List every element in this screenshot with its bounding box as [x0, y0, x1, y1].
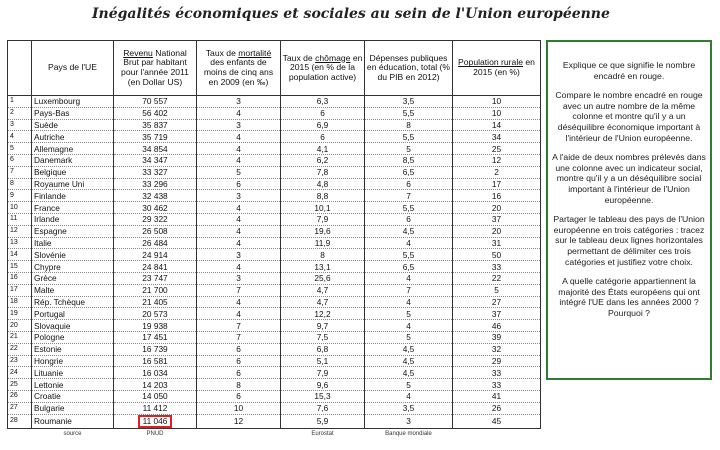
- cell-rural: 26: [453, 402, 541, 414]
- cell-unemployment: 6,8: [281, 343, 365, 355]
- row-index: 1: [8, 96, 32, 108]
- source-education: Banque mondiale: [385, 430, 432, 437]
- cell-unemployment: 9,7: [281, 320, 365, 332]
- row-index: 9: [8, 190, 32, 202]
- cell-education: 7: [365, 284, 453, 296]
- cell-education: 5,5: [365, 249, 453, 261]
- cell-country: France: [32, 202, 114, 214]
- cell-mortality: 5: [197, 166, 281, 178]
- header-unemployment: Taux de chômage en 2015 (en % de la population active): [281, 41, 365, 96]
- cell-mortality: 12: [197, 414, 281, 428]
- cell-education: 6: [365, 213, 453, 225]
- row-index: 23: [8, 355, 32, 367]
- row-index: 10: [8, 202, 32, 214]
- row-index: 6: [8, 154, 32, 166]
- cell-education: 4: [365, 390, 453, 402]
- data-table-container: [7, 40, 540, 440]
- cell-country: Irlande: [32, 213, 114, 225]
- cell-country: Bulgarie: [32, 402, 114, 414]
- cell-unemployment: 6,2: [281, 154, 365, 166]
- cell-country: Rép. Tchèque: [32, 296, 114, 308]
- cell-revenue: 23 747: [114, 272, 197, 284]
- header-rural: Population rurale en 2015 (en %): [453, 41, 541, 96]
- cell-education: 8,5: [365, 154, 453, 166]
- cell-unemployment: 6: [281, 131, 365, 143]
- row-index: 24: [8, 367, 32, 379]
- table-row: [8, 96, 541, 108]
- cell-education: 4: [365, 237, 453, 249]
- row-index: 17: [8, 284, 32, 296]
- cell-mortality: 8: [197, 379, 281, 391]
- cell-rural: 37: [453, 213, 541, 225]
- cell-revenue: 26 484: [114, 237, 197, 249]
- cell-unemployment: 15,3: [281, 390, 365, 402]
- sources-label: source: [63, 430, 82, 437]
- cell-mortality: 7: [197, 284, 281, 296]
- header-revenue: Revenu National Brut par habitant pour l'année 2011 (en Dollar US): [114, 41, 197, 96]
- cell-mortality: 4: [197, 261, 281, 273]
- cell-mortality: 4: [197, 237, 281, 249]
- cell-mortality: 3: [197, 249, 281, 261]
- cell-unemployment: 6,9: [281, 119, 365, 131]
- table-row: [8, 143, 541, 155]
- cell-revenue: 30 462: [114, 202, 197, 214]
- cell-education: 4: [365, 296, 453, 308]
- row-index: 13: [8, 237, 32, 249]
- cell-revenue: 34 347: [114, 154, 197, 166]
- cell-rural: 50: [453, 249, 541, 261]
- cell-mortality: 3: [197, 190, 281, 202]
- table-body: [8, 96, 541, 429]
- cell-country: Lituanie: [32, 367, 114, 379]
- cell-unemployment: 10,1: [281, 202, 365, 214]
- cell-education: 3,5: [365, 96, 453, 108]
- cell-rural: 25: [453, 143, 541, 155]
- cell-rural: 32: [453, 343, 541, 355]
- cell-revenue: 14 050: [114, 390, 197, 402]
- cell-country: Slovénie: [32, 249, 114, 261]
- cell-revenue: 17 451: [114, 331, 197, 343]
- cell-country: Danemark: [32, 154, 114, 166]
- cell-revenue: 29 322: [114, 213, 197, 225]
- cell-rural: 5: [453, 284, 541, 296]
- cell-rural: 16: [453, 190, 541, 202]
- row-index: 15: [8, 261, 32, 273]
- cell-revenue: 32 438: [114, 190, 197, 202]
- cell-unemployment: 7,9: [281, 367, 365, 379]
- instruction-3: A l'aide de deux nombres prélevés dans une colonne avec un indicateur social, montre qu'il y a un déséquilibre social important à l'intérieur de l'Union européenne.: [552, 152, 706, 205]
- cell-rural: 33: [453, 261, 541, 273]
- row-index: 8: [8, 178, 32, 190]
- cell-unemployment: 5,9: [281, 414, 365, 428]
- cell-rural: 22: [453, 272, 541, 284]
- cell-education: 4,5: [365, 343, 453, 355]
- cell-mortality: 6: [197, 343, 281, 355]
- cell-country: Finlande: [32, 190, 114, 202]
- instruction-4: Partager le tableau des pays de l'Union européenne en trois catégories : tracez sur le tableau deux lignes horizontales permettant de délimiter ces trois catégories et justifiez votre choix.: [553, 214, 705, 267]
- cell-revenue: 33 327: [114, 166, 197, 178]
- row-index: 7: [8, 166, 32, 178]
- cell-education: 5,5: [365, 202, 453, 214]
- table-header-row: [8, 41, 541, 96]
- cell-mortality: 3: [197, 96, 281, 108]
- table-row: [8, 343, 541, 355]
- cell-country: Espagne: [32, 225, 114, 237]
- cell-mortality: 4: [197, 308, 281, 320]
- cell-revenue: 21 405: [114, 296, 197, 308]
- header-country: Pays de l'UE: [32, 41, 114, 96]
- cell-mortality: 4: [197, 296, 281, 308]
- cell-revenue: 56 402: [114, 107, 197, 119]
- cell-country: Royaume Uni: [32, 178, 114, 190]
- instruction-2: Compare le nombre encadré en rouge avec un autre nombre de la même colonne et montre qu'il y a un déséquilibre économique important à l'intérieur de l'Union européenne.: [555, 90, 703, 143]
- cell-rural: 2: [453, 166, 541, 178]
- cell-mortality: 7: [197, 331, 281, 343]
- table-row: [8, 107, 541, 119]
- table-row: [8, 261, 541, 273]
- cell-rural: 41: [453, 390, 541, 402]
- cell-country: Suède: [32, 119, 114, 131]
- cell-revenue: 35 837: [114, 119, 197, 131]
- row-index: 22: [8, 343, 32, 355]
- row-index: 16: [8, 272, 32, 284]
- cell-country: Autriche: [32, 131, 114, 143]
- source-revenue: PNUD: [146, 430, 164, 437]
- cell-unemployment: 4,8: [281, 178, 365, 190]
- cell-country: Pays-Bas: [32, 107, 114, 119]
- cell-mortality: 10: [197, 402, 281, 414]
- cell-revenue: 14 203: [114, 379, 197, 391]
- cell-education: 4,5: [365, 367, 453, 379]
- cell-country: Italie: [32, 237, 114, 249]
- row-index: 5: [8, 143, 32, 155]
- row-index: 4: [8, 131, 32, 143]
- cell-revenue: 24 841: [114, 261, 197, 273]
- table-row: [8, 284, 541, 296]
- cell-mortality: 4: [197, 213, 281, 225]
- cell-rural: 34: [453, 131, 541, 143]
- instruction-5: A quelle catégorie appartiennent la majorité des États européens qui ont intégré l'UE dans les années 2000 ? Pourquoi ?: [558, 276, 700, 318]
- cell-country: Malte: [32, 284, 114, 296]
- cell-mortality: 6: [197, 355, 281, 367]
- header-education: Dépenses publiques en éducation, total (% du PIB en 2012): [365, 41, 453, 96]
- table-row: [8, 237, 541, 249]
- table-row: [8, 296, 541, 308]
- cell-unemployment: 4,7: [281, 284, 365, 296]
- cell-education: 5,5: [365, 131, 453, 143]
- cell-education: 5: [365, 308, 453, 320]
- cell-unemployment: 8,8: [281, 190, 365, 202]
- table-row: [8, 379, 541, 391]
- cell-mortality: 6: [197, 178, 281, 190]
- cell-rural: 46: [453, 320, 541, 332]
- row-index: 26: [8, 390, 32, 402]
- cell-mortality: 6: [197, 390, 281, 402]
- cell-education: 6: [365, 178, 453, 190]
- cell-unemployment: 13,1: [281, 261, 365, 273]
- cell-rural: 29: [453, 355, 541, 367]
- cell-rural: 14: [453, 119, 541, 131]
- table-row: [8, 390, 541, 402]
- cell-education: 4: [365, 272, 453, 284]
- cell-revenue: 24 914: [114, 249, 197, 261]
- cell-education: 7: [365, 190, 453, 202]
- cell-unemployment: 8: [281, 249, 365, 261]
- table-row: [8, 154, 541, 166]
- cell-country: Grèce: [32, 272, 114, 284]
- table-row: [8, 414, 541, 428]
- cell-rural: 10: [453, 96, 541, 108]
- cell-unemployment: 19,6: [281, 225, 365, 237]
- cell-country: Lettonie: [32, 379, 114, 391]
- cell-education: 3,5: [365, 402, 453, 414]
- cell-unemployment: 6,3: [281, 96, 365, 108]
- cell-mortality: 4: [197, 202, 281, 214]
- cell-education: 6,5: [365, 261, 453, 273]
- cell-country: Luxembourg: [32, 96, 114, 108]
- cell-country: Roumanie: [32, 414, 114, 428]
- cell-revenue: 34 854: [114, 143, 197, 155]
- cell-mortality: 3: [197, 272, 281, 284]
- row-index: 14: [8, 249, 32, 261]
- cell-unemployment: 12,2: [281, 308, 365, 320]
- table-row: [8, 367, 541, 379]
- row-index: 18: [8, 296, 32, 308]
- cell-mortality: 7: [197, 320, 281, 332]
- row-index: 21: [8, 331, 32, 343]
- cell-rural: 33: [453, 379, 541, 391]
- cell-mortality: 4: [197, 154, 281, 166]
- row-index: 3: [8, 119, 32, 131]
- cell-education: 4: [365, 320, 453, 332]
- cell-rural: 12: [453, 154, 541, 166]
- table-row: [8, 272, 541, 284]
- cell-country: Allemagne: [32, 143, 114, 155]
- header-index: [8, 41, 32, 96]
- row-index: 11: [8, 213, 32, 225]
- cell-country: Hongrie: [32, 355, 114, 367]
- cell-mortality: 4: [197, 107, 281, 119]
- cell-mortality: 4: [197, 143, 281, 155]
- cell-revenue: 33 296: [114, 178, 197, 190]
- cell-unemployment: 7,5: [281, 331, 365, 343]
- cell-rural: 39: [453, 331, 541, 343]
- cell-education: 5: [365, 379, 453, 391]
- table-row: [8, 119, 541, 131]
- source-unemployment: Eurostat: [311, 430, 334, 437]
- cell-rural: 45: [453, 414, 541, 428]
- table-row: [8, 202, 541, 214]
- cell-education: 5: [365, 143, 453, 155]
- cell-unemployment: 25,6: [281, 272, 365, 284]
- cell-mortality: 4: [197, 131, 281, 143]
- cell-unemployment: 4,7: [281, 296, 365, 308]
- cell-revenue: 20 573: [114, 308, 197, 320]
- cell-revenue: 35 719: [114, 131, 197, 143]
- cell-country: Slovaquie: [32, 320, 114, 332]
- header-mortality: Taux de mortalité des enfants de moins de cinq ans en 2009 (en ‰): [197, 41, 281, 96]
- cell-education: 8: [365, 119, 453, 131]
- cell-unemployment: 9,6: [281, 379, 365, 391]
- cell-unemployment: 4,1: [281, 143, 365, 155]
- inequality-table: [7, 40, 541, 439]
- cell-revenue: 16 581: [114, 355, 197, 367]
- cell-mortality: 3: [197, 119, 281, 131]
- table-row: [8, 225, 541, 237]
- cell-revenue: 16 034: [114, 367, 197, 379]
- cell-education: 5: [365, 331, 453, 343]
- cell-mortality: 4: [197, 225, 281, 237]
- table-row: [8, 355, 541, 367]
- cell-education: 6,5: [365, 166, 453, 178]
- cell-country: Chypre: [32, 261, 114, 273]
- cell-education: 4,5: [365, 355, 453, 367]
- cell-rural: 37: [453, 308, 541, 320]
- cell-country: Estonie: [32, 343, 114, 355]
- cell-revenue: 16 739: [114, 343, 197, 355]
- table-row: [8, 249, 541, 261]
- cell-unemployment: 5,1: [281, 355, 365, 367]
- highlighted-value: 11 046: [138, 415, 173, 428]
- cell-revenue: 70 557: [114, 96, 197, 108]
- table-row: [8, 402, 541, 414]
- cell-country: Croatie: [32, 390, 114, 402]
- cell-unemployment: 7,8: [281, 166, 365, 178]
- table-row: [8, 308, 541, 320]
- table-row: [8, 320, 541, 332]
- table-row: [8, 331, 541, 343]
- table-row: [8, 190, 541, 202]
- cell-mortality: 6: [197, 367, 281, 379]
- cell-revenue: 19 938: [114, 320, 197, 332]
- cell-revenue: 21 700: [114, 284, 197, 296]
- row-index: 20: [8, 320, 32, 332]
- row-index: 28: [8, 414, 32, 428]
- cell-revenue: 26 508: [114, 225, 197, 237]
- cell-unemployment: 7,6: [281, 402, 365, 414]
- cell-education: 5,5: [365, 107, 453, 119]
- page-title: Inégalités économiques et sociales au sein de l'Union européenne: [92, 6, 610, 22]
- cell-rural: 17: [453, 178, 541, 190]
- table-row: [8, 178, 541, 190]
- cell-country: Pologne: [32, 331, 114, 343]
- cell-rural: 31: [453, 237, 541, 249]
- cell-rural: 20: [453, 225, 541, 237]
- row-index: 19: [8, 308, 32, 320]
- table-row: [8, 131, 541, 143]
- row-index: 2: [8, 107, 32, 119]
- cell-revenue: 11 412: [114, 402, 197, 414]
- row-index: 25: [8, 379, 32, 391]
- table-row: [8, 213, 541, 225]
- cell-unemployment: 7,9: [281, 213, 365, 225]
- cell-unemployment: 6: [281, 107, 365, 119]
- cell-rural: 20: [453, 202, 541, 214]
- row-index: 27: [8, 402, 32, 414]
- cell-rural: 10: [453, 107, 541, 119]
- instructions-panel: [546, 40, 712, 380]
- cell-education: 3: [365, 414, 453, 428]
- row-index: 12: [8, 225, 32, 237]
- cell-rural: 27: [453, 296, 541, 308]
- cell-unemployment: 11,9: [281, 237, 365, 249]
- cell-rural: 33: [453, 367, 541, 379]
- cell-country: Belgique: [32, 166, 114, 178]
- sources-row: [8, 428, 541, 439]
- cell-country: Portugal: [32, 308, 114, 320]
- cell-education: 4,5: [365, 225, 453, 237]
- table-row: [8, 166, 541, 178]
- instruction-1: Explique ce que signifie le nombre encadré en rouge.: [562, 60, 696, 81]
